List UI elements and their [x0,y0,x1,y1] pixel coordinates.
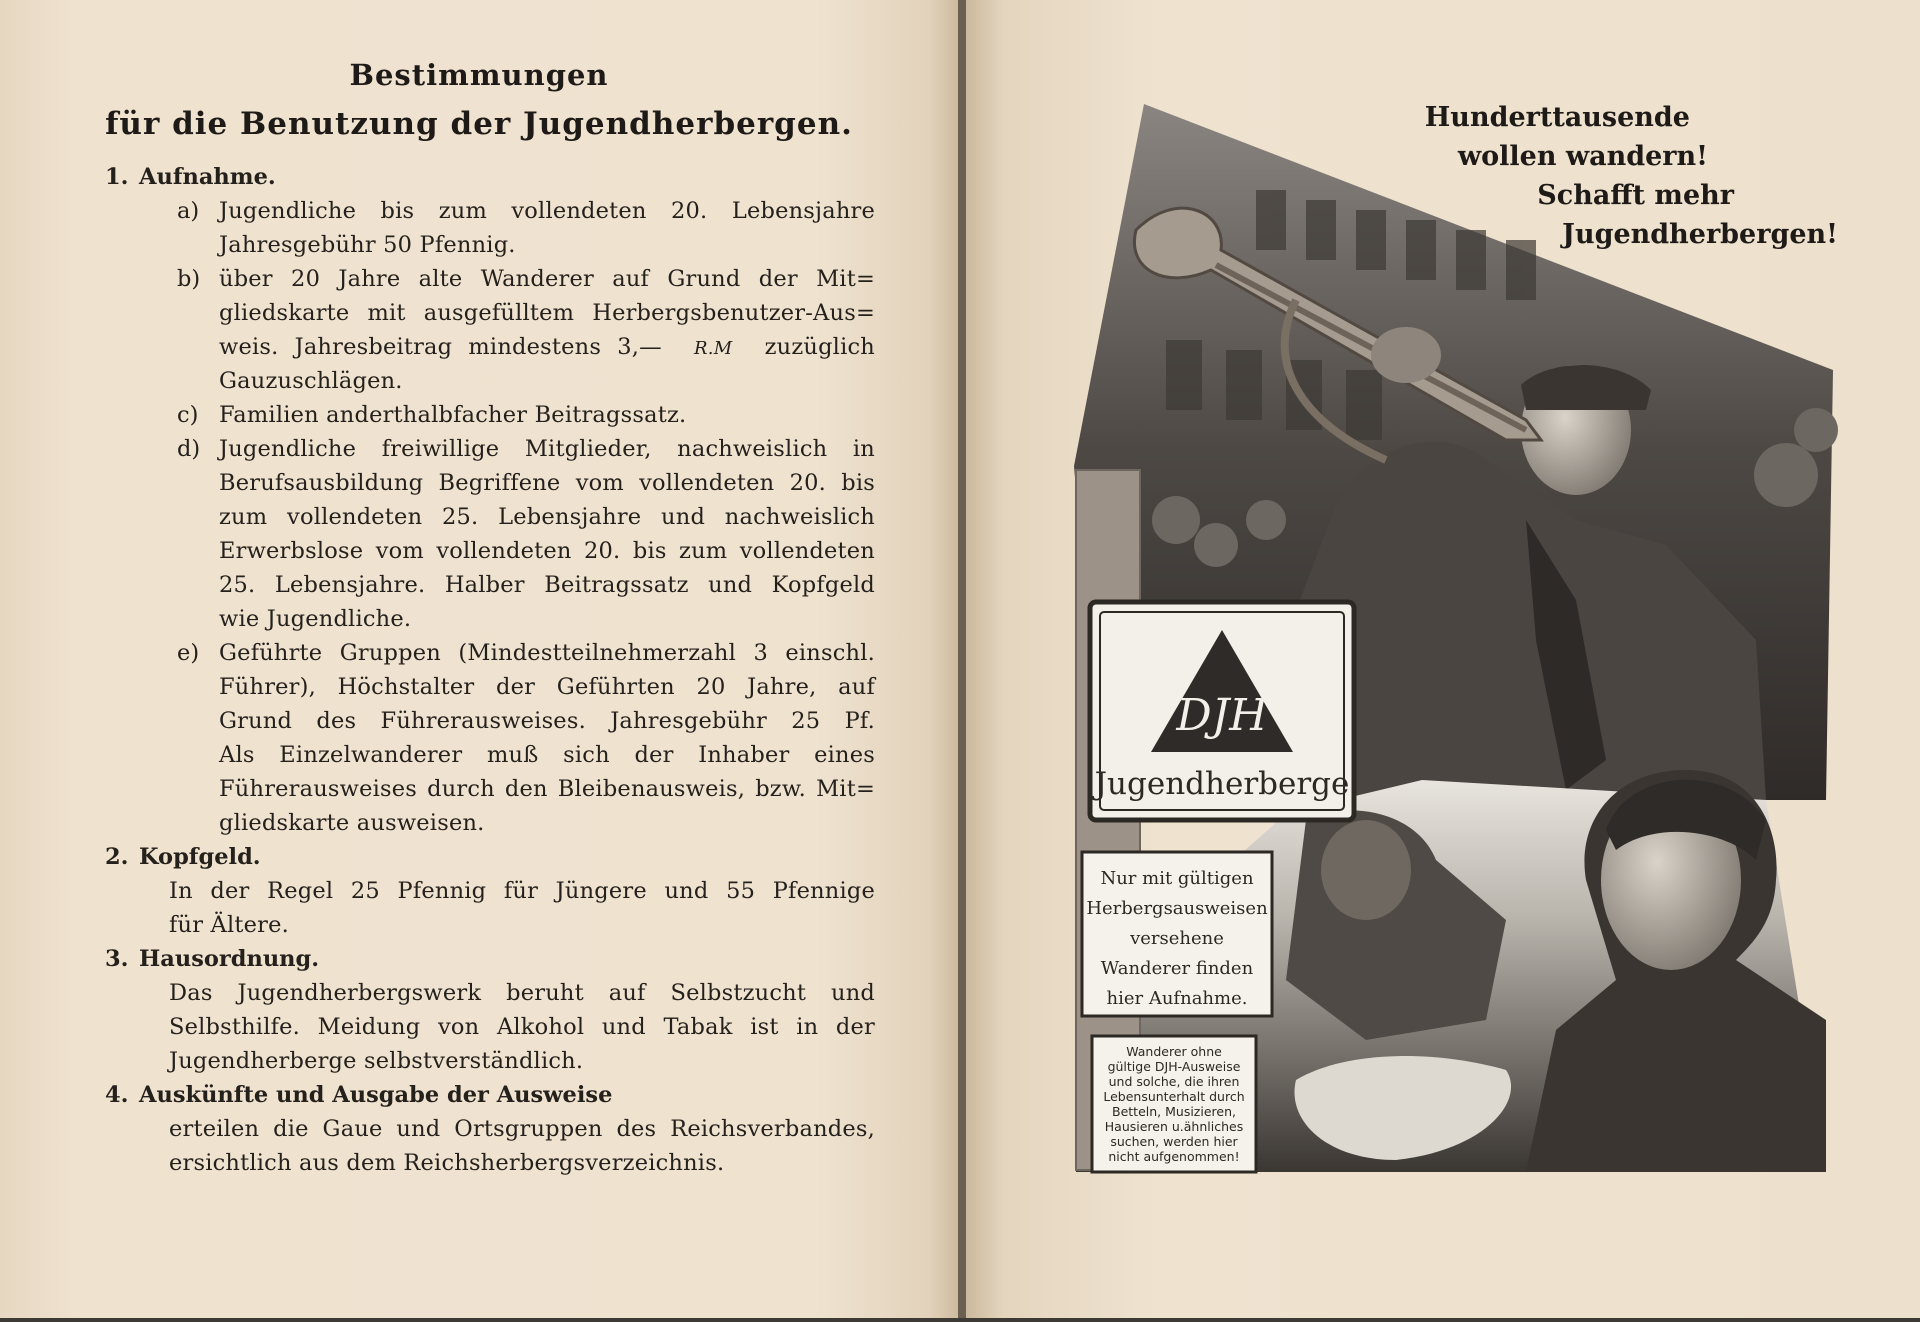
small-notice-sign [1092,1036,1256,1172]
notice-line: versehene [1130,928,1224,949]
text-line: gliedskarte mit ausgefülltem Herbergsbenutzer-Aus= [219,300,875,326]
page-title-line1: Bestimmungen [349,58,609,92]
list-item [105,432,875,636]
left-page [0,0,958,1318]
text-line: für Ältere. [169,912,289,938]
small-notice-line: suchen, werden hier [1110,1134,1238,1149]
slogan-line: Jugendherbergen! [1562,219,1838,250]
sign-title: Jugendherberge [1094,766,1350,802]
currency-mark: R.M [694,338,733,359]
list-item [105,194,875,262]
section-house-rules [105,942,875,1078]
slogan-line: wollen wandern! [1457,141,1708,172]
section-head-fee [105,840,875,942]
list-item [105,262,875,398]
sign-logo-letters: DJH [1176,690,1268,741]
section-title: Aufnahme. [139,164,276,190]
small-notice-line: nicht aufgenommen! [1108,1149,1240,1164]
right-page [966,0,1920,1318]
text-line: zum vollendeten 25. Lebensjahre und nachweislich [219,504,875,530]
list-item [105,398,875,432]
text-line: ersichtlich aus dem Reichsherbergsverzeichnis. [169,1150,725,1176]
text-line: Jugendliche freiwillige Mitglieder, nachweislich in [219,436,875,462]
section-admission [105,160,875,840]
section-title: Auskünfte und Ausgabe der Ausweise [139,1082,613,1108]
item-letter: a) [177,198,200,224]
notice-line: Nur mit gültigen [1100,868,1254,889]
text-line: Selbsthilfe. Meidung von Alkohol und Tabak ist in der [169,1014,875,1040]
text-line: Führerausweises durch den Bleibenausweis, bzw. Mit= [219,776,875,802]
small-notice-line: gültige DJH-Ausweise [1107,1059,1241,1074]
text-line: Jugendliche bis zum vollendeten 20. Lebensjahre [219,198,875,224]
notice-line: Herbergsausweisen [1086,898,1268,919]
list-item [105,636,875,840]
text-line: erteilen die Gaue und Ortsgruppen des Reichsverbandes, [169,1116,875,1142]
page-title-line2: für die Benutzung der Jugendherbergen. [105,106,853,142]
text-line: In der Regel 25 Pfennig für Jüngere und 55 Pfennige [169,878,875,904]
item-letter: d) [177,436,201,462]
section-title: Kopfgeld. [139,844,261,870]
text-line: über 20 Jahre alte Wanderer auf Grund der Mit= [219,266,875,292]
text-line: Erwerbslose vom vollendeten 20. bis zum vollendeten [219,538,875,564]
slogan-line: Hunderttausende [1424,102,1690,133]
text-line: Das Jugendherbergswerk beruht auf Selbstzucht und [169,980,875,1006]
text-line: Als Einzelwanderer muß sich der Inhaber eines [219,742,875,768]
item-letter: c) [177,402,199,428]
item-letter: b) [177,266,201,292]
regulations-text [105,160,875,1180]
slogan [1425,98,1838,254]
book-gutter [958,0,966,1318]
section-information [105,1078,875,1180]
small-notice-line: Lebensunterhalt durch [1103,1089,1245,1104]
text-line: weis. Jahresbeitrag mindestens 3,— R.M zuzüglich [219,334,875,360]
text-line: Grund des Führerausweises. Jahresgebühr 25 Pf. [219,708,875,734]
text-line: Jahresgebühr 50 Pfennig. [219,232,516,258]
notice-sign [1082,852,1272,1016]
section-number: 1. [105,164,129,190]
text-line: wie Jugendliche. [219,606,412,632]
text-line: Gauzuschlägen. [219,368,403,394]
small-notice-line: und solche, die ihren [1108,1074,1240,1089]
small-notice-line: Hausieren u.ähnliches [1104,1119,1244,1134]
text-line: 25. Lebensjahre. Halber Beitragssatz und Kopfgeld [219,572,875,598]
small-notice-line: Wanderer ohne [1126,1044,1222,1059]
section-title: Hausordnung. [139,946,320,972]
text-line: Jugendherberge selbstverständlich. [169,1048,584,1074]
section-number: 3. [105,946,129,972]
item-letter: e) [177,640,200,666]
notice-line: Wanderer finden [1100,958,1254,979]
text-line: Familien anderthalbfacher Beitragssatz. [219,402,687,428]
text-line: Berufsausbildung Begriffene vom vollendeten 20. bis [219,470,875,496]
djh-sign [1090,602,1354,820]
section-number: 4. [105,1082,129,1108]
small-notice-line: Betteln, Musizieren, [1112,1104,1236,1119]
slogan-line: Schafft mehr [1537,180,1734,211]
text-line: Geführte Gruppen (Mindestteilnehmerzahl 3 einschl. [219,640,875,666]
section-number: 2. [105,844,129,870]
text-line: gliedskarte ausweisen. [219,810,485,836]
text-line: Führer), Höchstalter der Geführten 20 Jahre, auf [219,674,875,700]
notice-line: hier Aufnahme. [1106,988,1248,1009]
